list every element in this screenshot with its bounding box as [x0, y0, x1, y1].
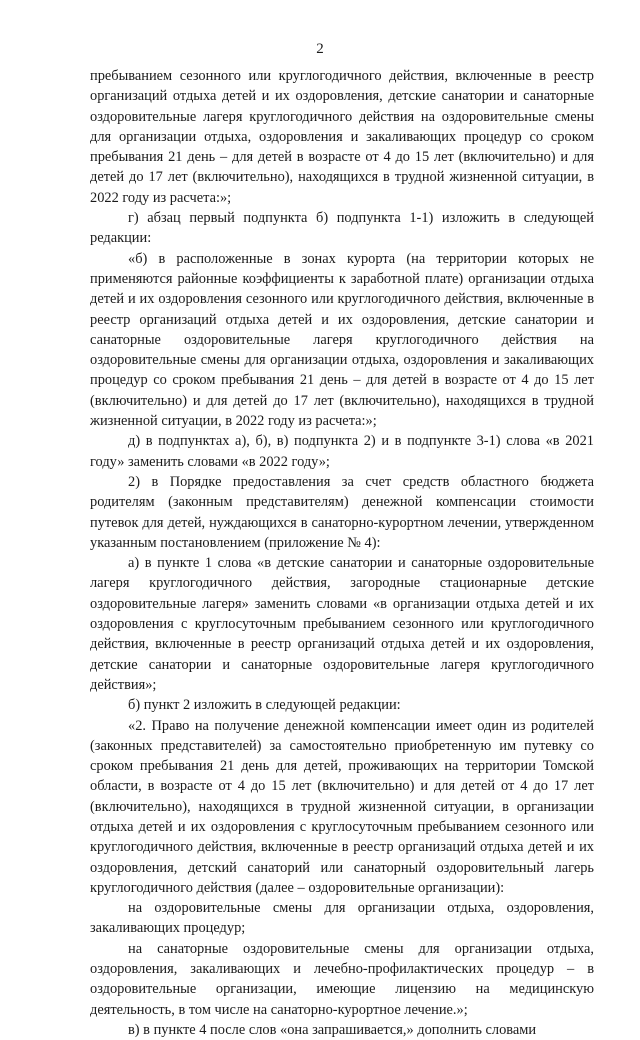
paragraph: «б) в расположенные в зонах курорта (на территории которых не применяются районные коэффициенты к заработной плате) организации отдыха детей и их оздоровления сезонного или круглогодичного действия, включенные в реестр организаций отдыха детей и их оздоровления, детские санатории и санаторные оздоровительные лагеря круглогодичного действия на оздоровительные смены для организации отдыха, оздоровления и закаливающих процедур со сроком пребывания 21 день – для детей в возрасте от 4 до 15 лет (включительно) и для детей до 17 лет (включительно), находящихся в трудной жизненной ситуации, в 2022 году из расчета:»;	[90, 250, 594, 430]
paragraph: на санаторные оздоровительные смены для организации отдыха, оздоровления, закаливающих и лечебно-профилактических процедур – в оздоровительные организации, имеющие лицензию на медицинскую деятельность, в том числе на санаторно-курортное лечение.»;	[90, 940, 594, 1018]
paragraph: «2. Право на получение денежной компенсации имеет один из родителей (законных представителей) за самостоятельно приобретенную им путевку со сроком пребывания 21 день для детей, проживающих на территории Томской области, в возрасте от 4 до 15 лет (включительно) и для детей от 4 до 17 лет (включительно), находящихся в трудной жизненной ситуации, в организации отдыха детей и их оздоровления с круглосуточным пребыванием сезонного или круглогодичного действия, включенные в реестр организаций отдыха детей и их оздоровления, детский санаторий или санаторный оздоровительный лагерь круглогодичного действия (далее – оздоровительные организации):	[90, 717, 594, 896]
paragraph: а) в пункте 1 слова «в детские санатории и санаторные оздоровительные лагеря круглогодичного действия, загородные стационарные детские оздоровительные лагеря» заменить словами «в организации отдыха детей и их оздоровления с круглосуточным пребыванием сезонного или круглогодичного действия, включенные в реестр организаций отдыха детей и их оздоровления, детские санатории и санаторные оздоровительные лагеря круглогодичного действия»;	[90, 555, 594, 693]
paragraph: пребыванием сезонного или круглогодичного действия, включенные в реестр организаций отдыха детей и их оздоровления, детские санатории и санаторные оздоровительные лагеря круглогодичного действия на оздоровительные смены для организации отдыха, оздоровления и закаливающих процедур со сроком пребывания 21 день – для детей в возрасте от 4 до 15 лет (включительно) и для детей до 17 лет (включительно), находящихся в трудной жизненной ситуации, в 2022 году из расчета:»;	[90, 68, 594, 206]
paragraph: д) в подпунктах а), б), в) подпункта 2) и в подпункте 3-1) слова «в 2021 году» заменить словами «в 2022 году»;	[90, 433, 594, 470]
paragraph: г) абзац первый подпункта б) подпункта 1-1) изложить в следующей редакции:	[90, 210, 594, 247]
paragraph: 2) в Порядке предоставления за счет средств областного бюджета родителям (законным представителям) денежной компенсации стоимости путевок для детей, нуждающихся в санаторно-курортном лечении, утвержденном указанным постановлением (приложение № 4):	[90, 473, 594, 551]
paragraph: на оздоровительные смены для организации отдыха, оздоровления, закаливающих процедур;	[90, 900, 594, 937]
page-number: 2	[316, 41, 324, 57]
document-body	[90, 66, 594, 1040]
paragraph: в) в пункте 4 после слов «она запрашивается,» дополнить словами	[128, 1021, 537, 1038]
paragraph: б) пункт 2 изложить в следующей редакции:	[128, 697, 401, 714]
